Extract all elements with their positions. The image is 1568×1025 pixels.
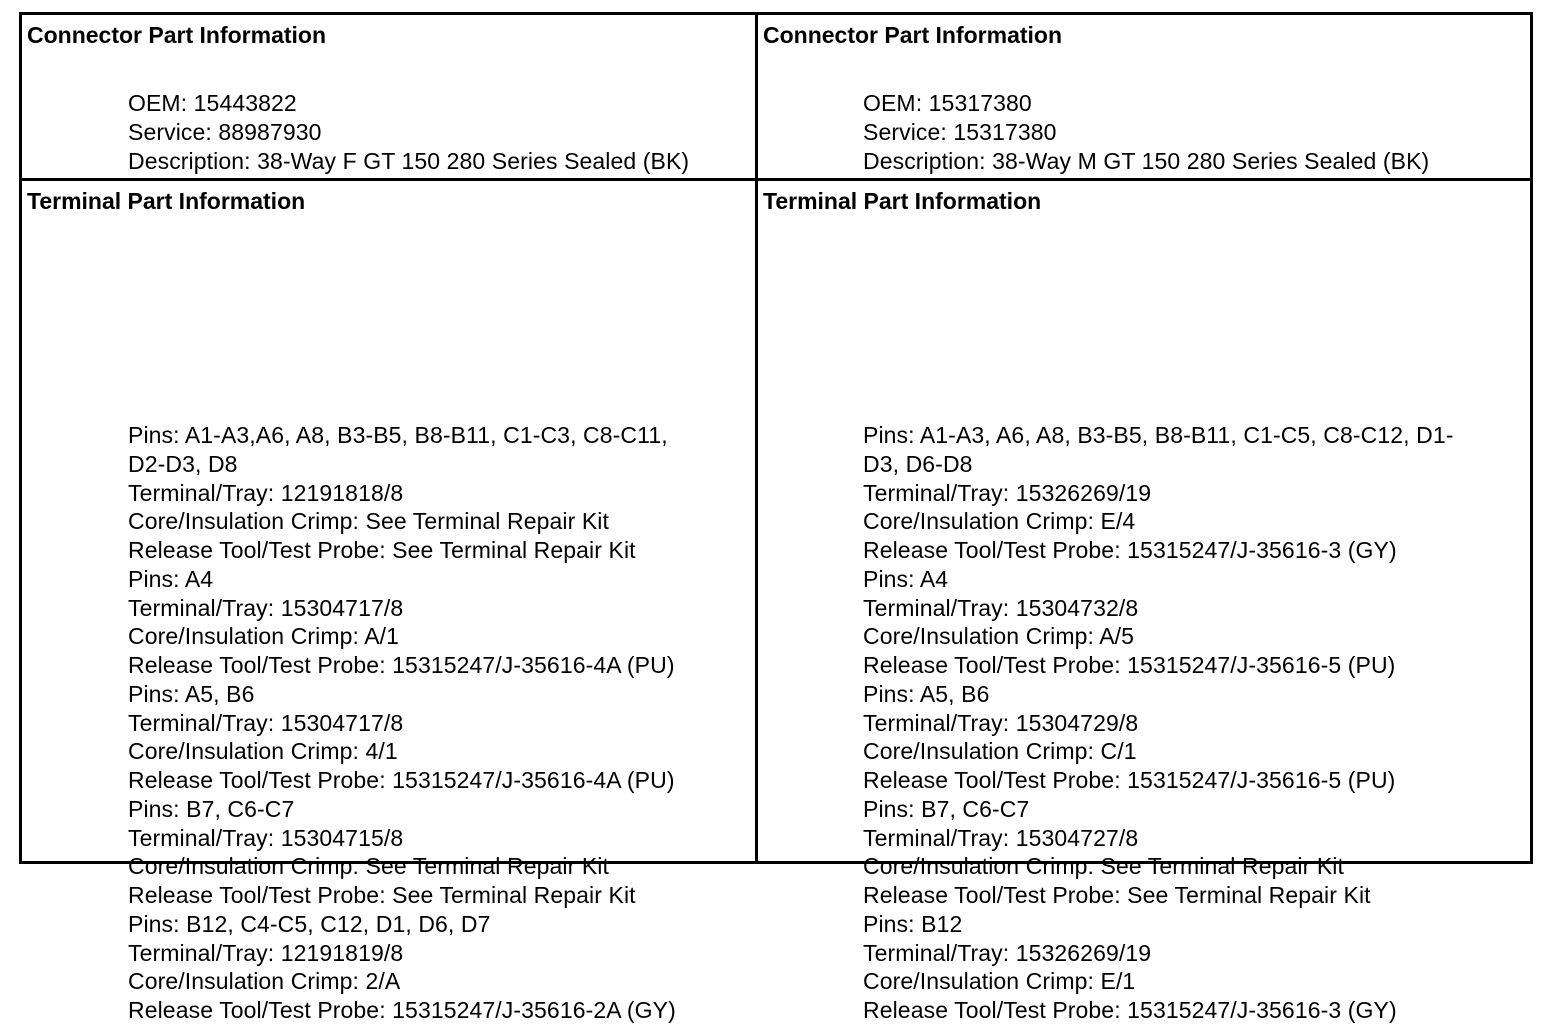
right-terminal-line: Pins: B7, C6-C7 <box>863 795 1030 822</box>
left-terminal-line: Terminal/Tray: 12191818/8 <box>128 479 404 506</box>
right-terminal-line: Terminal/Tray: 15326269/19 <box>863 939 1152 966</box>
connector-info-table <box>19 12 1533 1023</box>
left-terminal-line: Release Tool/Test Probe: 15315247/J-35616-2A (GY) <box>128 997 676 1023</box>
left-terminal-cell <box>22 181 758 1023</box>
left-terminal-line: Release Tool/Test Probe: 15315247/J-35616-4A (PU) <box>128 767 675 793</box>
right-terminal-line: Pins: A1-A3, A6, A8, B3-B5, B8-B11, C1-C5, C8-C12, D1- <box>863 422 1454 448</box>
right-terminal-line: Core/Insulation Crimp: E/4 <box>863 508 1136 535</box>
right-terminal-line: D3, D6-D8 <box>863 450 973 477</box>
left-connector-line: OEM: 15443822 <box>128 90 297 116</box>
left-terminal-line: Core/Insulation Crimp: See Terminal Repair Kit <box>128 508 609 535</box>
right-terminal-heading: Terminal Part Information <box>763 188 1042 214</box>
left-terminal-line: Release Tool/Test Probe: See Terminal Repair Kit <box>128 537 636 563</box>
right-terminal-line: Release Tool/Test Probe: See Terminal Repair Kit <box>863 882 1371 908</box>
right-connector-lines <box>863 89 1483 175</box>
left-terminal-line: Pins: B7, C6-C7 <box>128 795 295 822</box>
right-connector-line: Service: 15317380 <box>863 118 1057 145</box>
left-terminal-line: Pins: A5, B6 <box>128 680 255 707</box>
left-terminal-line: Core/Insulation Crimp: 2/A <box>128 968 401 995</box>
right-terminal-line: Terminal/Tray: 15304727/8 <box>863 824 1139 851</box>
right-terminal-line: Release Tool/Test Probe: 15315247/J-35616-5 (PU) <box>863 767 1396 793</box>
left-terminal-line: Core/Insulation Crimp: A/1 <box>128 623 400 650</box>
left-terminal-line: Terminal/Tray: 15304717/8 <box>128 594 404 621</box>
right-connector-line: Description: 38-Way M GT 150 280 Series Sealed (BK) <box>863 147 1430 174</box>
right-terminal-line: Core/Insulation Crimp: E/1 <box>863 968 1136 995</box>
right-terminal-line: Pins: A5, B6 <box>863 680 990 707</box>
left-terminal-lines <box>128 421 758 1025</box>
right-terminal-line: Release Tool/Test Probe: 15315247/J-35616-5 (PU) <box>863 652 1396 678</box>
left-terminal-line: Pins: B12, C4-C5, C12, D1, D6, D7 <box>128 910 491 937</box>
left-terminal-line: D2-D3, D8 <box>128 450 238 477</box>
left-terminal-line: Release Tool/Test Probe: 15315247/J-35616-4A (PU) <box>128 652 675 678</box>
right-terminal-line: Release Tool/Test Probe: 15315247/J-35616-3 (GY) <box>863 997 1397 1023</box>
left-terminal-line: Core/Insulation Crimp: 4/1 <box>128 738 398 765</box>
right-terminal-cell <box>758 181 1530 1023</box>
left-terminal-line: Terminal/Tray: 15304717/8 <box>128 709 404 736</box>
right-terminal-line: Core/Insulation Crimp: See Terminal Repair Kit <box>863 853 1344 880</box>
right-connector-cell <box>758 15 1530 181</box>
left-terminal-line: Pins: A4 <box>128 565 214 592</box>
left-connector-line: Service: 88987930 <box>128 118 322 145</box>
left-connector-heading: Connector Part Information <box>27 22 327 48</box>
right-terminal-line: Terminal/Tray: 15326269/19 <box>863 479 1152 506</box>
right-terminal-line: Terminal/Tray: 15304732/8 <box>863 594 1139 621</box>
left-connector-lines <box>128 89 748 175</box>
left-connector-cell <box>22 15 758 181</box>
right-terminal-line: Pins: B12 <box>863 910 963 937</box>
right-terminal-lines <box>863 421 1493 1025</box>
right-terminal-line: Release Tool/Test Probe: 15315247/J-35616-3 (GY) <box>863 537 1397 563</box>
left-terminal-heading: Terminal Part Information <box>27 188 306 214</box>
left-connector-line: Description: 38-Way F GT 150 280 Series Sealed (BK) <box>128 147 690 174</box>
right-terminal-line: Terminal/Tray: 15304729/8 <box>863 709 1139 736</box>
right-terminal-line: Pins: A4 <box>863 565 949 592</box>
left-terminal-line: Pins: A1-A3,A6, A8, B3-B5, B8-B11, C1-C3, C8-C11, <box>128 422 668 448</box>
right-connector-heading: Connector Part Information <box>763 22 1063 48</box>
right-connector-line: OEM: 15317380 <box>863 90 1032 116</box>
right-terminal-line: Core/Insulation Crimp: C/1 <box>863 738 1137 765</box>
left-terminal-line: Release Tool/Test Probe: See Terminal Repair Kit <box>128 882 636 908</box>
left-terminal-line: Core/Insulation Crimp: See Terminal Repair Kit <box>128 853 609 880</box>
left-terminal-line: Terminal/Tray: 15304715/8 <box>128 824 404 851</box>
left-terminal-line: Terminal/Tray: 12191819/8 <box>128 939 404 966</box>
right-terminal-line: Core/Insulation Crimp: A/5 <box>863 623 1135 650</box>
